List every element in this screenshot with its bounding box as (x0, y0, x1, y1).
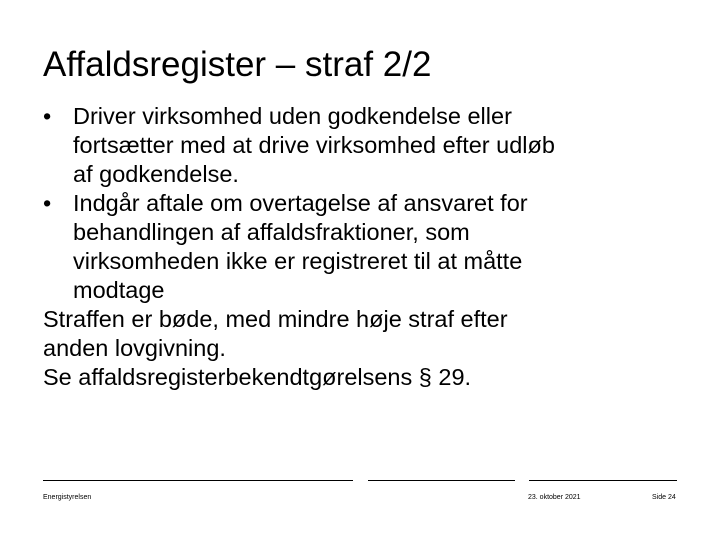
bullet-line: Driver virksomhed uden godkendelse eller (73, 103, 512, 129)
bullet-line: virksomheden ikke er registreret til at måtte (73, 248, 523, 274)
bullet-line: Indgår aftale om overtagelse af ansvaret for (73, 190, 528, 216)
footer-organization: Energistyrelsen (43, 494, 92, 501)
footer-divider-right (529, 480, 677, 481)
body-paragraph-line: anden lovgivning. (43, 335, 226, 361)
body-paragraph-line: Straffen er bøde, med mindre høje straf efter (43, 306, 508, 332)
bullet-line: fortsætter med at drive virksomhed efter udløb (73, 132, 555, 158)
bullet-item (43, 189, 703, 305)
slide-body (43, 102, 703, 392)
bullet-item (43, 102, 703, 189)
slide-title: Affaldsregister – straf 2/2 (43, 45, 432, 84)
bullet-line: modtage (73, 277, 165, 303)
footer-date: 23. oktober 2021 (528, 494, 581, 501)
bullet-line: behandlingen af affaldsfraktioner, som (73, 219, 470, 245)
footer-divider-left (43, 480, 353, 481)
bullet-line: af godkendelse. (73, 161, 239, 187)
footer-page-number: Side 24 (652, 494, 676, 501)
bullet-marker: • (43, 190, 52, 216)
footer-divider-middle (368, 480, 515, 481)
bullet-marker: • (43, 103, 52, 129)
body-paragraph-line: Se affaldsregisterbekendtgørelsens § 29. (43, 364, 472, 390)
